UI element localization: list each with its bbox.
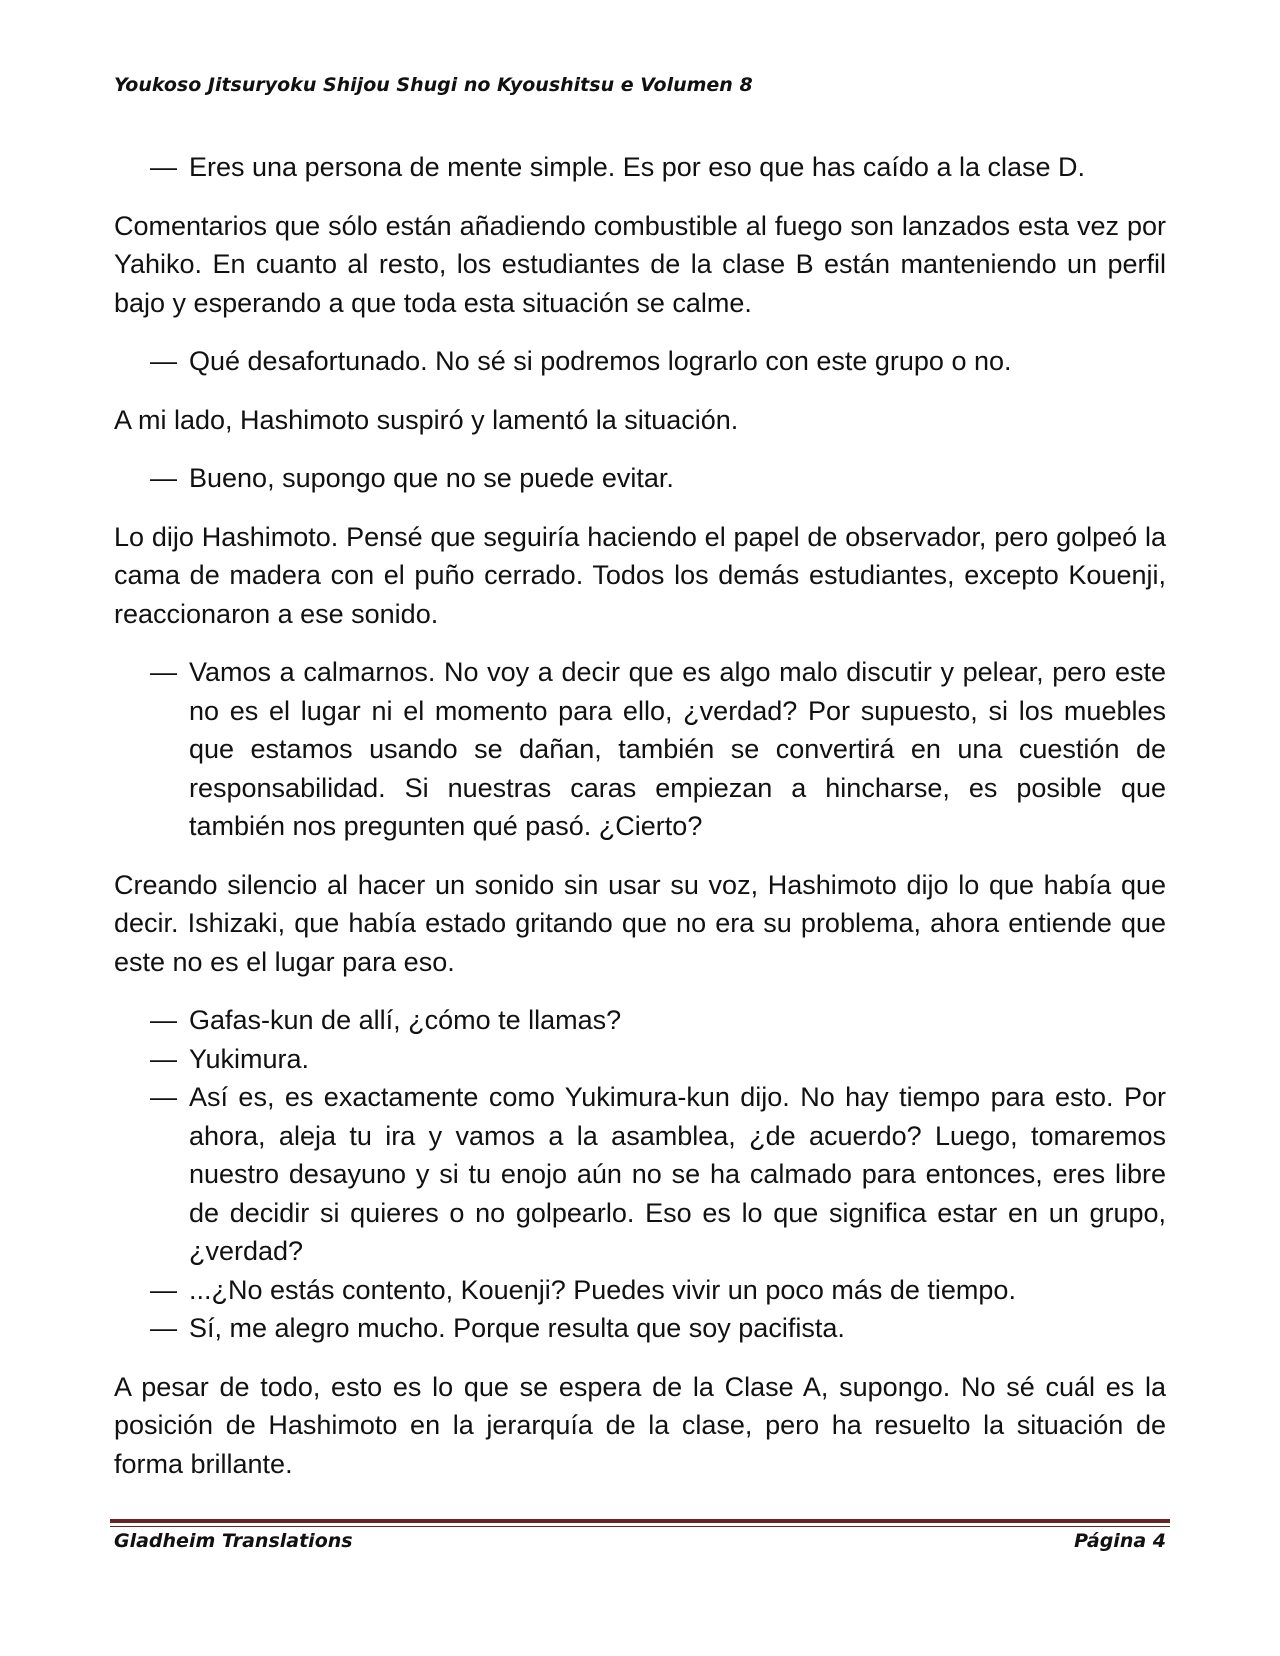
dialogue-line bbox=[114, 1078, 1166, 1271]
dialogue-block bbox=[114, 148, 1166, 187]
paragraph: Lo dijo Hashimoto. Pensé que seguiría haciendo el papel de observador, pero golpeó la cama de madera con el puño cerrado. Todos los demás estudiantes, excepto Kouenji, reaccionaron a ese sonido. bbox=[114, 521, 1166, 629]
dialogue-text: Gafas-kun de allí, ¿cómo te llamas? bbox=[189, 1005, 622, 1035]
dialogue-text: Qué desafortunado. No sé si podremos lograrlo con este grupo o no. bbox=[189, 346, 1012, 376]
dialogue-dash: — bbox=[150, 152, 177, 182]
dialogue-dash: — bbox=[150, 1082, 177, 1112]
dialogue-line bbox=[114, 1040, 1166, 1079]
page-body bbox=[114, 148, 1166, 1503]
footer-divider-thin bbox=[110, 1526, 1170, 1527]
dialogue-text: Yukimura. bbox=[189, 1043, 310, 1074]
footer-credit: Gladheim Translations bbox=[114, 1530, 353, 1552]
dialogue-block bbox=[114, 342, 1166, 381]
dialogue-dash: — bbox=[150, 463, 177, 493]
dialogue-block bbox=[114, 459, 1166, 498]
dialogue-text: ...¿No estás contento, Kouenji? Puedes vivir un poco más de tiempo. bbox=[189, 1274, 1016, 1305]
dialogue-dash: — bbox=[150, 1005, 177, 1035]
paragraph: A pesar de todo, esto es lo que se espera de la Clase A, supongo. No sé cuál es la posición de Hashimoto en la jerarquía de la clase, pero ha resuelto la situación de forma brillante. bbox=[114, 1371, 1166, 1479]
dialogue-dash: — bbox=[150, 1274, 177, 1305]
dialogue-dash: — bbox=[150, 1043, 177, 1074]
dialogue-text: Vamos a calmarnos. No voy a decir que es algo malo discutir y pelear, pero este no es el lugar ni el momento para ello, ¿verdad? Por supuesto, si los muebles que estamos usando se dañan, también se convertirá en una cuestión de responsabilidad. Si nuestras caras empiezan a hincharse, es posible que también nos pregunten qué pasó. ¿Cierto? bbox=[189, 657, 1166, 841]
dialogue-line bbox=[114, 342, 1166, 381]
dialogue-text: Así es, es exactamente como Yukimura-kun dijo. No hay tiempo para esto. Por ahora, aleja tu ira y vamos a la asamblea, ¿de acuerdo? Luego, tomaremos nuestro desayuno y si tu enojo aún no se ha calmado para entonces, eres libre de decidir si quieres o no golpearlo. Eso es lo que significa estar en un grupo, ¿verdad? bbox=[189, 1082, 1166, 1266]
dialogue-text: Eres una persona de mente simple. Es por eso que has caído a la clase D. bbox=[189, 152, 1086, 182]
dialogue-line bbox=[114, 1309, 1166, 1348]
dialogue-text: Sí, me alegro mucho. Porque resulta que soy pacifista. bbox=[189, 1313, 845, 1343]
page-header-title: Youkoso Jitsuryoku Shijou Shugi no Kyoushitsu e Volumen 8 bbox=[114, 74, 753, 96]
dialogue-line bbox=[114, 1001, 1166, 1040]
dialogue-block bbox=[114, 1001, 1166, 1348]
dialogue-block bbox=[114, 653, 1166, 846]
dialogue-line bbox=[114, 459, 1166, 498]
dialogue-dash: — bbox=[150, 657, 177, 687]
dialogue-dash: — bbox=[150, 346, 177, 376]
dialogue-line bbox=[114, 1271, 1166, 1310]
page-number: Página 4 bbox=[1074, 1530, 1166, 1552]
paragraph: Creando silencio al hacer un sonido sin usar su voz, Hashimoto dijo lo que había que decir. Ishizaki, que había estado gritando que no era su problema, ahora entiende que este no es el lugar para eso. bbox=[114, 869, 1166, 977]
dialogue-line bbox=[114, 148, 1166, 187]
paragraph: A mi lado, Hashimoto suspiró y lamentó la situación. bbox=[114, 404, 739, 435]
dialogue-dash: — bbox=[150, 1313, 177, 1343]
paragraph: Comentarios que sólo están añadiendo combustible al fuego son lanzados esta vez por Yahiko. En cuanto al resto, los estudiantes de la clase B están manteniendo un perfil bajo y esperando a que toda esta situación se calme. bbox=[114, 210, 1166, 318]
dialogue-line bbox=[114, 653, 1166, 846]
dialogue-text: Bueno, supongo que no se puede evitar. bbox=[189, 463, 674, 493]
footer-divider bbox=[110, 1519, 1170, 1523]
